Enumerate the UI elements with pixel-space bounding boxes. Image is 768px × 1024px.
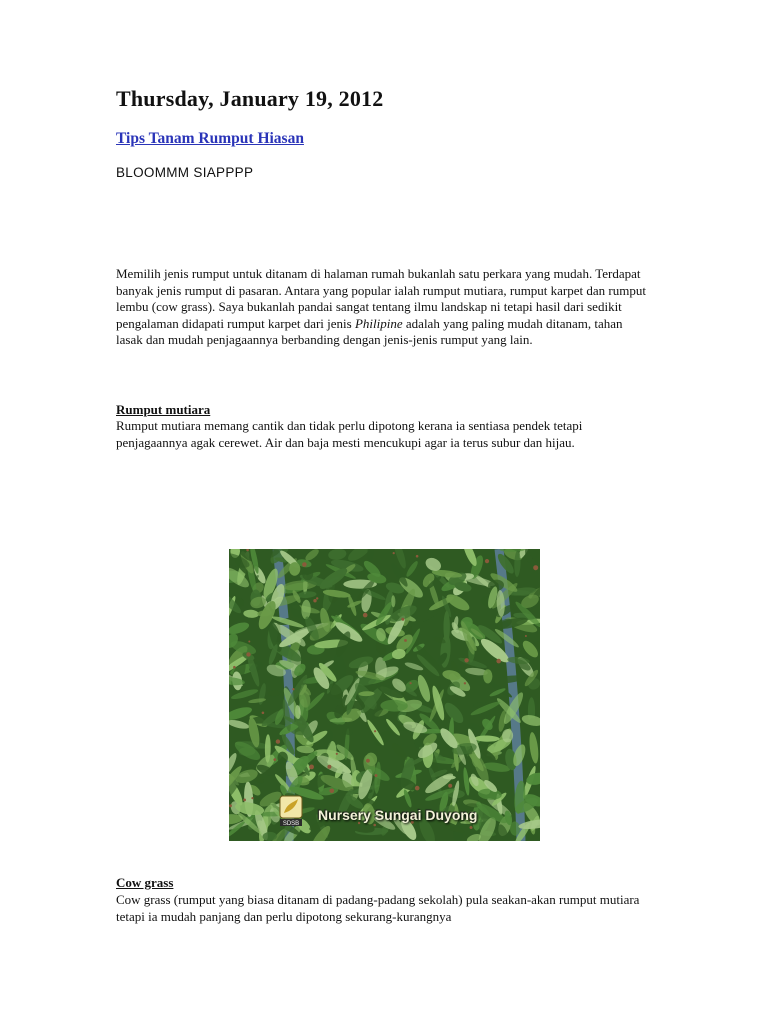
post-title-link[interactable]: Tips Tanam Rumput Hiasan <box>116 130 304 147</box>
grass-photo-illustration <box>229 549 540 841</box>
post-date: Thursday, January 19, 2012 <box>116 86 384 111</box>
post-title <box>116 130 304 148</box>
intro-text-start: Memilih jenis rumput untuk ditanam di halaman rumah bukanlah satu perkara yang mudah. Terdapat banyak jenis rumput di pasaran. Antara yang popular ialah rumput mutiara, rumput karpet dan rumput lembu (cow grass). Saya bukanlah pandai sangat tentang ilmu landskap ni tetapi hasil dari sedikit pengalaman didapati rumput karpet dari jenis <box>116 266 646 331</box>
intro-paragraph <box>116 266 652 349</box>
logo-text: SDSB <box>282 821 300 827</box>
post-tagline: BLOOMMM SIAPPPP <box>116 165 254 180</box>
intro-text-end: adalah yang paling mudah ditanam, tahan lasak dan mudah penjagaannya berbanding dengan jenis-jenis rumput yang lain. <box>116 315 623 347</box>
section-body-cow-grass: Cow grass (rumput yang biasa ditanam di padang-padang sekolah) pula seakan-akan rumput mutiara tetapi ia mudah panjang dan perlu dipotong sekurang-kurangnya <box>116 892 640 924</box>
nursery-logo-icon <box>279 795 303 827</box>
grass-photo <box>229 549 540 841</box>
photo-watermark: Nursery Sungai Duyong <box>318 807 478 823</box>
section-heading-mutiara: Rumput mutiara <box>116 402 211 417</box>
intro-italic-term: Philipine <box>354 315 403 331</box>
section-body-mutiara: Rumput mutiara memang cantik dan tidak perlu dipotong kerana ia sentiasa pendek tetapi penjagaannya agak cerewet. Air dan baja mesti mencukupi agar ia terus subur dan hijau. <box>116 418 583 450</box>
section-heading-cow-grass: Cow grass <box>116 875 174 890</box>
